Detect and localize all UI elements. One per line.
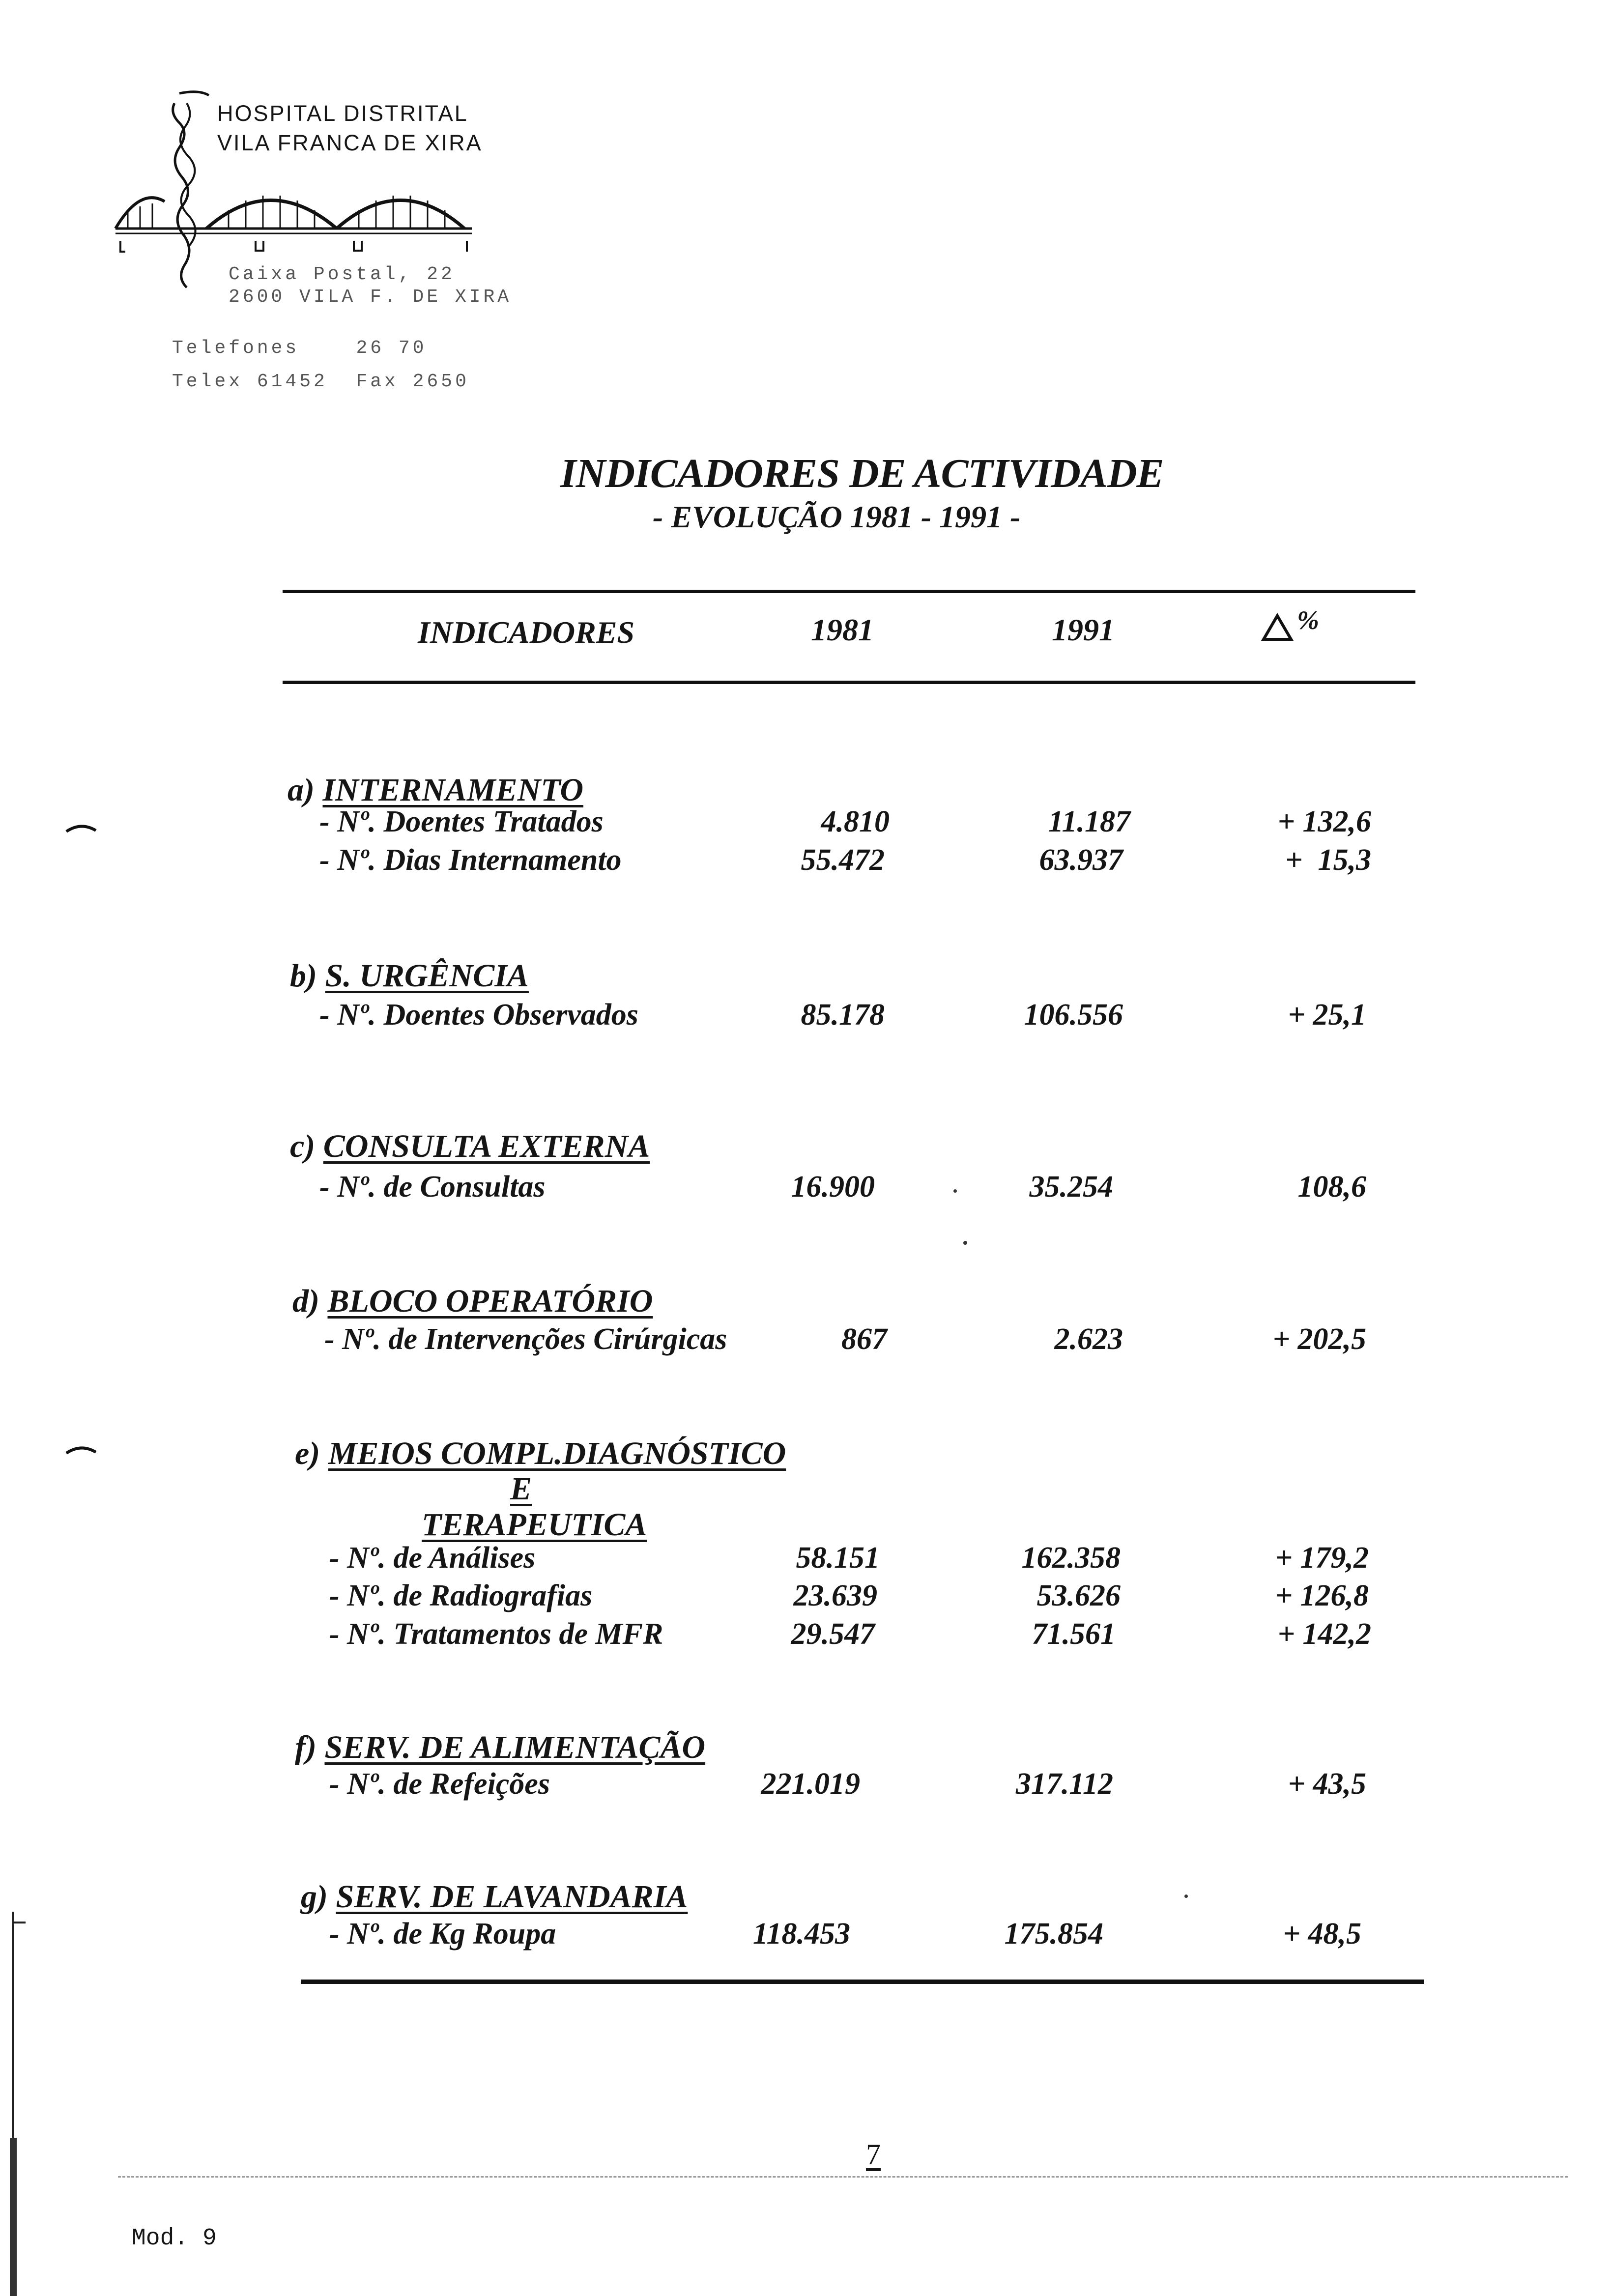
section-f-heading [295, 1729, 705, 1766]
section-e-title-line3: TERAPEUTICA [422, 1507, 647, 1543]
left-edge-binding-smudge [10, 2138, 17, 2296]
row-g1-1981: 118.453 [752, 1917, 850, 1951]
row-c1-delta: 108,6 [1297, 1170, 1366, 1204]
row-d1-1981: 867 [841, 1322, 887, 1356]
section-a-prefix: a) [288, 772, 315, 808]
header-1991: 1991 [1052, 612, 1115, 647]
row-e1-1991: 162.358 [1021, 1541, 1121, 1575]
row-a2-delta: + 15,3 [1285, 843, 1371, 877]
section-c-title: CONSULTA EXTERNA [323, 1128, 650, 1164]
row-a1-label: - Nº. Doentes Tratados [319, 805, 604, 838]
row-a1-1991: 11.187 [1048, 805, 1130, 838]
section-e-heading [295, 1435, 786, 1472]
header-delta-label: % [1297, 605, 1319, 635]
section-f-prefix: f) [295, 1729, 317, 1765]
row-a1-1981: 4.810 [821, 805, 890, 838]
header-delta [1261, 605, 1319, 642]
document-title: INDICADORES DE ACTIVIDADE [560, 451, 1164, 496]
row-f1-1991: 317.112 [1015, 1767, 1113, 1801]
section-d-heading [292, 1283, 653, 1320]
section-e-title: MEIOS COMPL.DIAGNÓSTICO [328, 1435, 786, 1471]
row-g1-delta: + 48,5 [1283, 1917, 1361, 1951]
address-line1: Caixa Postal, 22 [229, 264, 455, 285]
section-g-title: SERV. DE LAVANDARIA [336, 1879, 688, 1915]
delta-icon [1261, 613, 1294, 642]
section-b-title: S. URGÊNCIA [325, 958, 529, 994]
row-e1-delta: + 179,2 [1275, 1541, 1369, 1575]
table-top-rule [283, 590, 1415, 593]
row-a2-1991: 63.937 [1039, 843, 1123, 877]
table-header-rule [283, 681, 1415, 684]
row-e3-1991: 71.561 [1032, 1617, 1116, 1651]
margin-mark-1 [64, 821, 98, 835]
section-g-heading [301, 1878, 688, 1916]
section-c-heading [290, 1128, 650, 1165]
address-line2: 2600 VILA F. DE XIRA [229, 287, 512, 308]
row-e1-1981: 58.151 [796, 1541, 880, 1575]
section-e-prefix: e) [295, 1435, 320, 1471]
row-d1-delta: + 202,5 [1272, 1322, 1366, 1356]
row-e3-delta: + 142,2 [1277, 1617, 1371, 1651]
row-f1-label: - Nº. de Refeições [329, 1767, 550, 1801]
speck-3 [1184, 1894, 1188, 1898]
row-e2-label: - Nº. de Radiografias [329, 1579, 593, 1612]
header-indicadores: INDICADORES [418, 615, 635, 650]
row-b1-label: - Nº. Doentes Observados [319, 998, 638, 1032]
left-edge-binding-tick [12, 1922, 26, 1923]
table-bottom-rule [301, 1980, 1424, 1984]
speck-1 [953, 1189, 957, 1193]
row-e3-1981: 29.547 [791, 1617, 875, 1651]
row-b1-1991: 106.556 [1024, 998, 1123, 1032]
row-d1-label: - Nº. de Intervenções Cirúrgicas [324, 1322, 727, 1356]
row-c1-1991: 35.254 [1029, 1170, 1113, 1204]
section-e-title-line2: E [510, 1471, 532, 1507]
row-a1-delta: + 132,6 [1277, 805, 1371, 838]
header-1981: 1981 [811, 612, 874, 647]
row-f1-1981: 221.019 [761, 1767, 860, 1801]
section-a-heading [288, 772, 583, 809]
section-a-title: INTERNAMENTO [322, 772, 584, 808]
section-b-prefix: b) [290, 958, 317, 994]
form-code: Mod. 9 [132, 2225, 217, 2252]
row-c1-1981: 16.900 [791, 1170, 875, 1204]
row-c1-label: - Nº. de Consultas [319, 1170, 546, 1204]
telex-fax-line: Telex 61452 Fax 2650 [172, 371, 469, 392]
section-d-prefix: d) [292, 1283, 319, 1319]
speck-2 [963, 1241, 967, 1245]
row-b1-delta: + 25,1 [1288, 998, 1366, 1032]
row-e2-delta: + 126,8 [1275, 1579, 1369, 1612]
row-g1-label: - Nº. de Kg Roupa [329, 1917, 556, 1951]
row-g1-1991: 175.854 [1004, 1917, 1103, 1951]
page-number: 7 [866, 2138, 881, 2171]
row-e3-label: - Nº. Tratamentos de MFR [329, 1617, 663, 1651]
row-e1-label: - Nº. de Análises [329, 1541, 536, 1575]
phone-line: Telefones 26 70 [172, 338, 441, 359]
row-d1-1991: 2.623 [1054, 1322, 1123, 1356]
section-f-title: SERV. DE ALIMENTAÇÃO [324, 1729, 706, 1765]
row-a2-label: - Nº. Dias Internamento [319, 843, 622, 877]
document-subtitle: - EVOLUÇÃO 1981 - 1991 - [653, 499, 1021, 534]
hospital-name-line2: VILA FRANCA DE XIRA [217, 130, 483, 155]
row-b1-1981: 85.178 [801, 998, 885, 1032]
row-e2-1991: 53.626 [1036, 1579, 1121, 1612]
section-b-heading [290, 957, 529, 995]
margin-mark-2 [64, 1442, 98, 1457]
row-f1-delta: + 43,5 [1288, 1767, 1366, 1801]
section-c-prefix: c) [290, 1128, 316, 1164]
hospital-name-line1: HOSPITAL DISTRITAL [217, 101, 468, 126]
section-g-prefix: g) [301, 1879, 328, 1915]
row-e2-1981: 23.639 [793, 1579, 877, 1612]
section-d-title: BLOCO OPERATÓRIO [327, 1283, 653, 1319]
row-a2-1981: 55.472 [801, 843, 885, 877]
footer-dotted-line [118, 2176, 1568, 2178]
